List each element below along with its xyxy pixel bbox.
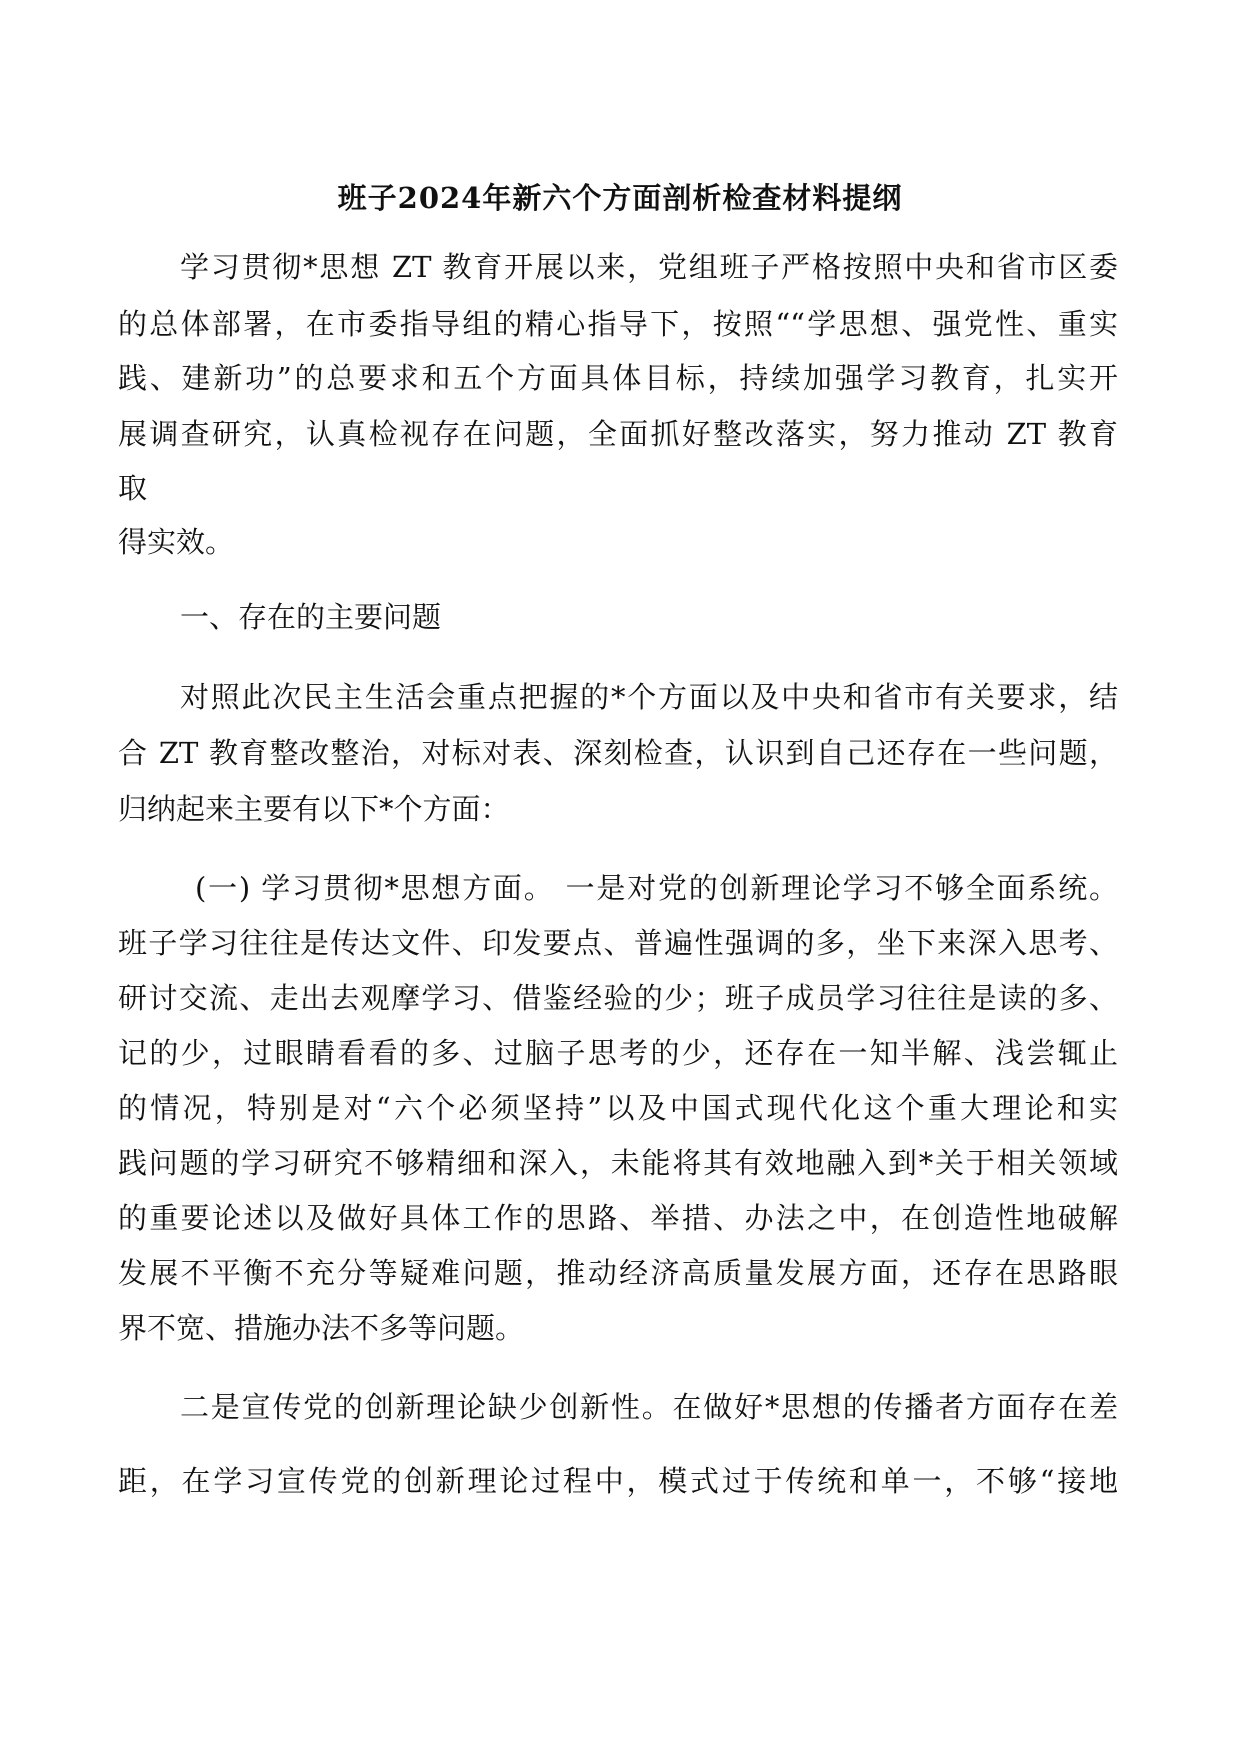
paragraph-2-line-2: 合 ZT 教育整改整治，对标对表、深刻检查，认识到自己还存在一些问题，: [118, 736, 1118, 770]
paragraph-intro-line-2: 的总体部署，在市委指导组的精心指导下，按照““学思想、强党性、重实: [118, 307, 1118, 341]
paragraph-3-line-1: (一) 学习贯彻*思想方面。 一是对党的创新理论学习不够全面系统。: [195, 871, 1118, 905]
paragraph-3-line-6: 践问题的学习研究不够精细和深入，未能将其有效地融入到*关于相关领域: [118, 1146, 1118, 1180]
paragraph-3-line-5: 的情况，特别是对“六个必须坚持”以及中国式现代化这个重大理论和实: [118, 1091, 1118, 1125]
section-heading-1: 一、存在的主要问题: [180, 600, 442, 634]
paragraph-3-line-2: 班子学习往往是传达文件、印发要点、普遍性强调的多，坐下来深入思考、: [118, 926, 1118, 960]
paragraph-3-line-4: 记的少，过眼睛看看的多、过脑子思考的少，还存在一知半解、浅尝辄止: [118, 1036, 1118, 1070]
paragraph-3-line-9: 界不宽、措施办法不多等问题。: [118, 1311, 525, 1345]
paragraph-2-line-1: 对照此次民主生活会重点把握的*个方面以及中央和省市有关要求，结: [180, 680, 1118, 714]
paragraph-intro-line-4: 展调查研究，认真检视存在问题，全面抓好整改落实，努力推动 ZT 教育: [118, 417, 1118, 451]
paragraph-3-line-7: 的重要论述以及做好具体工作的思路、举措、办法之中，在创造性地破解: [118, 1201, 1118, 1235]
paragraph-3-line-8: 发展不平衡不充分等疑难问题，推动经济高质量发展方面，还存在思路眼: [118, 1256, 1118, 1290]
paragraph-intro-line-3: 践、建新功”的总要求和五个方面具体目标，持续加强学习教育，扎实开: [118, 361, 1118, 395]
paragraph-intro-line-5: 取: [118, 471, 148, 505]
paragraph-3-line-3: 研讨交流、走出去观摩学习、借鉴经验的少；班子成员学习往往是读的多、: [118, 981, 1118, 1015]
paragraph-4-line-2: 距，在学习宣传党的创新理论过程中，模式过于传统和单一，不够“接地: [118, 1464, 1118, 1498]
document-title: 班子2024年新六个方面剖析检查材料提纲: [337, 181, 903, 215]
paragraph-2-line-3: 归纳起来主要有以下*个方面：: [118, 792, 510, 826]
paragraph-intro-line-6: 得实效。: [118, 525, 235, 559]
paragraph-4-line-1: 二是宣传党的创新理论缺少创新性。在做好*思想的传播者方面存在差: [180, 1390, 1118, 1424]
paragraph-intro-line-1: 学习贯彻*思想 ZT 教育开展以来，党组班子严格按照中央和省市区委: [180, 250, 1118, 284]
